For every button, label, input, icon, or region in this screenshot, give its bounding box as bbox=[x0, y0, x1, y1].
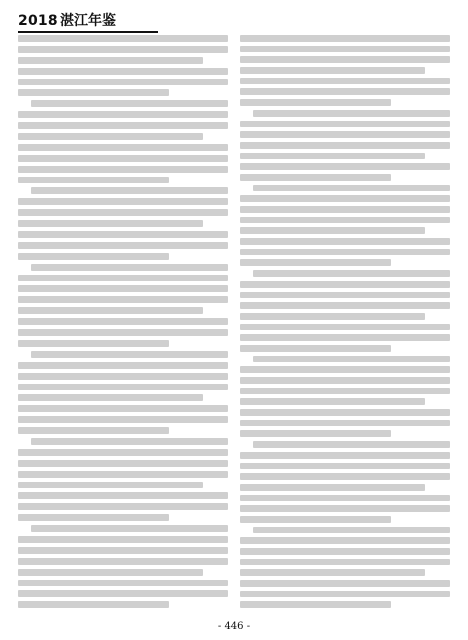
text-line bbox=[240, 195, 450, 202]
text-line bbox=[18, 547, 228, 554]
text-line bbox=[240, 313, 425, 320]
header-rule bbox=[18, 31, 158, 33]
text-line bbox=[253, 185, 450, 192]
text-line bbox=[240, 548, 450, 555]
text-line bbox=[240, 46, 450, 53]
text-line bbox=[240, 206, 450, 213]
text-line bbox=[18, 384, 228, 391]
text-line bbox=[18, 275, 228, 282]
text-line bbox=[18, 35, 228, 42]
text-line bbox=[18, 209, 228, 216]
text-line bbox=[31, 351, 228, 358]
page-number: - 446 - bbox=[217, 621, 251, 632]
text-line bbox=[240, 495, 450, 502]
text-line bbox=[253, 110, 450, 117]
text-line bbox=[31, 187, 228, 194]
text-line bbox=[18, 220, 203, 227]
text-line bbox=[18, 590, 228, 597]
text-line bbox=[253, 527, 450, 534]
text-line bbox=[240, 559, 450, 566]
text-line bbox=[18, 177, 169, 184]
text-line bbox=[18, 405, 228, 412]
text-line bbox=[31, 100, 228, 107]
text-line bbox=[240, 259, 391, 266]
text-line bbox=[31, 264, 228, 271]
text-line bbox=[240, 516, 391, 523]
text-line bbox=[18, 492, 228, 499]
right-column-text-block bbox=[240, 34, 450, 608]
header-year: 2018 bbox=[18, 13, 58, 29]
text-line bbox=[240, 505, 450, 512]
text-line bbox=[240, 409, 450, 416]
text-line bbox=[18, 373, 228, 380]
text-line bbox=[31, 438, 228, 445]
text-line bbox=[18, 144, 228, 151]
text-line bbox=[18, 416, 228, 423]
text-line bbox=[240, 249, 450, 256]
text-line bbox=[18, 231, 228, 238]
text-line bbox=[18, 482, 203, 489]
text-line bbox=[18, 362, 228, 369]
text-line bbox=[18, 580, 228, 587]
text-line bbox=[18, 394, 203, 401]
text-line bbox=[18, 569, 203, 576]
header-title: 湛江年鉴 bbox=[60, 13, 116, 29]
text-line bbox=[240, 569, 425, 576]
text-line bbox=[240, 56, 450, 63]
text-line bbox=[253, 270, 450, 277]
text-line bbox=[18, 329, 228, 336]
text-line bbox=[240, 131, 450, 138]
text-line bbox=[240, 484, 425, 491]
text-line bbox=[253, 356, 450, 363]
text-line bbox=[240, 227, 425, 234]
text-line bbox=[240, 580, 450, 587]
left-column bbox=[18, 34, 228, 608]
text-line bbox=[253, 441, 450, 448]
text-line bbox=[240, 398, 425, 405]
text-line bbox=[240, 302, 450, 309]
text-line bbox=[18, 68, 228, 75]
text-line bbox=[240, 388, 450, 395]
text-line bbox=[18, 79, 228, 86]
text-line bbox=[240, 473, 450, 480]
text-line bbox=[18, 57, 203, 64]
text-line bbox=[240, 281, 450, 288]
text-line bbox=[240, 217, 450, 224]
text-line bbox=[240, 88, 450, 95]
text-line bbox=[240, 345, 391, 352]
text-line bbox=[18, 122, 228, 129]
text-line bbox=[240, 142, 450, 149]
text-line bbox=[18, 601, 169, 608]
text-line bbox=[240, 67, 425, 74]
text-line bbox=[18, 89, 169, 96]
text-line bbox=[18, 449, 228, 456]
text-line bbox=[240, 35, 450, 42]
text-line bbox=[240, 601, 391, 608]
text-line bbox=[240, 324, 450, 331]
text-line bbox=[18, 133, 203, 140]
text-line bbox=[18, 427, 169, 434]
text-line bbox=[18, 166, 228, 173]
text-line bbox=[240, 537, 450, 544]
text-line bbox=[240, 366, 450, 373]
right-column bbox=[240, 34, 450, 608]
text-line bbox=[18, 242, 228, 249]
text-line bbox=[18, 460, 228, 467]
text-line bbox=[18, 253, 169, 260]
text-line bbox=[18, 558, 228, 565]
text-line bbox=[18, 318, 228, 325]
text-line bbox=[240, 99, 391, 106]
text-line bbox=[240, 238, 450, 245]
two-column-body bbox=[18, 34, 450, 608]
text-line bbox=[240, 591, 450, 598]
text-line bbox=[18, 46, 228, 53]
text-line bbox=[240, 78, 450, 85]
text-line bbox=[240, 292, 450, 299]
text-line bbox=[240, 452, 450, 459]
text-line bbox=[240, 334, 450, 341]
page-header bbox=[18, 12, 450, 36]
text-line bbox=[31, 525, 228, 532]
text-line bbox=[18, 536, 228, 543]
text-line bbox=[240, 153, 425, 160]
text-line bbox=[18, 296, 228, 303]
text-line bbox=[18, 155, 228, 162]
text-line bbox=[18, 198, 228, 205]
text-line bbox=[240, 163, 450, 170]
text-line bbox=[240, 121, 450, 128]
text-line bbox=[240, 174, 391, 181]
text-line bbox=[18, 514, 169, 521]
text-line bbox=[18, 307, 203, 314]
left-column-text-block bbox=[18, 34, 228, 608]
text-line bbox=[18, 340, 169, 347]
text-line bbox=[240, 430, 391, 437]
text-line bbox=[240, 377, 450, 384]
text-line bbox=[18, 111, 228, 118]
text-line bbox=[18, 503, 228, 510]
text-line bbox=[18, 471, 228, 478]
text-line bbox=[240, 463, 450, 470]
text-line bbox=[18, 285, 228, 292]
text-line bbox=[240, 420, 450, 427]
